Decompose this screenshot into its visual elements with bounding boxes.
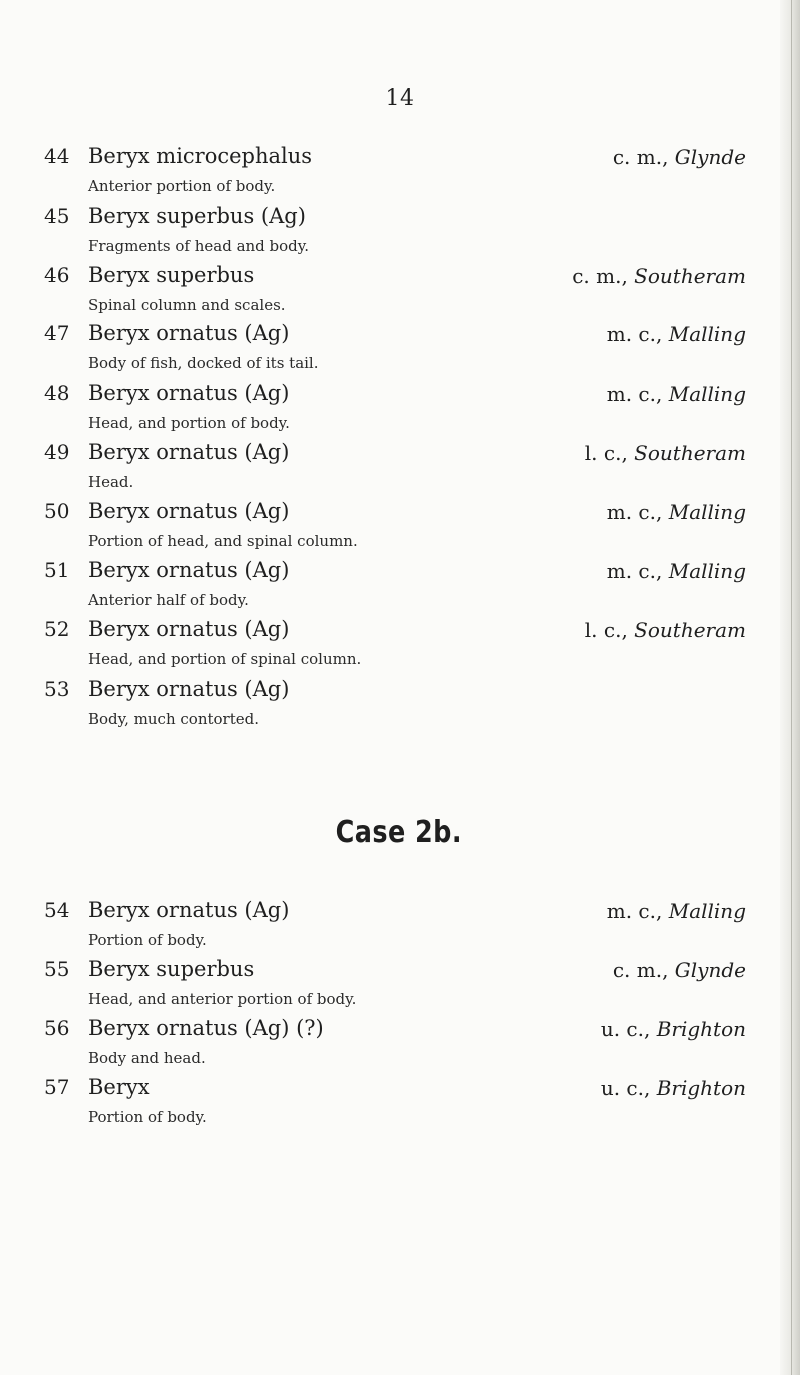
locality-place: Glynde — [674, 958, 746, 982]
entry-number: 45 — [44, 204, 70, 228]
page-edge-line — [791, 0, 792, 1375]
entry-description: Portion of body. — [88, 931, 207, 949]
catalogue-entry — [44, 440, 764, 500]
entry-title: Beryx ornatus (Ag) (?) — [88, 1016, 324, 1040]
locality-place: Glynde — [674, 145, 746, 169]
locality-prefix: u. c., — [600, 1076, 651, 1100]
entry-number: 49 — [44, 440, 70, 464]
entry-number: 55 — [44, 957, 70, 981]
entry-locality — [613, 145, 746, 169]
entry-locality — [601, 1017, 746, 1041]
entry-title: Beryx ornatus (Ag) — [88, 558, 290, 582]
entry-description: Body and head. — [88, 1049, 206, 1067]
catalogue-entry — [44, 499, 764, 559]
entry-title: Beryx ornatus (Ag) — [88, 898, 290, 922]
entry-title: Beryx ornatus (Ag) — [88, 321, 290, 345]
entry-title: Beryx superbus (Ag) — [88, 204, 306, 228]
locality-place: Malling — [668, 500, 746, 524]
locality-place: Brighton — [656, 1017, 746, 1041]
entry-title: Beryx ornatus (Ag) — [88, 381, 290, 405]
entry-number: 53 — [44, 677, 70, 701]
entry-description: Fragments of head and body. — [88, 237, 310, 255]
locality-prefix: l. c., — [584, 618, 628, 642]
entry-number: 46 — [44, 263, 70, 287]
entry-title: Beryx ornatus (Ag) — [88, 440, 290, 464]
entry-title: Beryx microcephalus — [88, 144, 313, 168]
catalogue-entry — [44, 381, 764, 441]
catalogue-entry — [44, 204, 764, 264]
entry-title: Beryx ornatus (Ag) — [88, 499, 290, 523]
locality-place: Malling — [668, 559, 746, 583]
entry-locality — [607, 382, 746, 406]
entry-locality — [607, 500, 746, 524]
entry-description: Head. — [88, 473, 134, 491]
locality-place: Southeram — [634, 441, 746, 465]
entry-number: 57 — [44, 1075, 70, 1099]
entry-number: 44 — [44, 144, 70, 168]
locality-prefix: m. c., — [606, 500, 663, 524]
locality-place: Southeram — [634, 264, 746, 288]
entry-number: 51 — [44, 558, 70, 582]
entry-description: Head, and anterior portion of body. — [88, 990, 357, 1008]
entry-locality — [613, 958, 746, 982]
catalogue-entry — [44, 263, 764, 323]
catalogue-entry — [44, 321, 764, 381]
entry-locality — [585, 618, 746, 642]
locality-prefix: c. m., — [612, 958, 669, 982]
entry-description: Portion of body. — [88, 1108, 207, 1126]
entry-description: Anterior portion of body. — [88, 177, 276, 195]
catalogue-entry — [44, 677, 764, 737]
catalogue-entry — [44, 1016, 764, 1076]
locality-prefix: c. m., — [612, 145, 669, 169]
catalogue-entry — [44, 957, 764, 1017]
entry-number: 47 — [44, 321, 70, 345]
locality-place: Southeram — [634, 618, 746, 642]
entry-title: Beryx superbus — [88, 263, 255, 287]
page-edge-shadow — [780, 0, 800, 1375]
entry-number: 56 — [44, 1016, 70, 1040]
entry-title: Beryx ornatus (Ag) — [88, 617, 290, 641]
locality-prefix: u. c., — [600, 1017, 651, 1041]
catalogue-entry — [44, 898, 764, 958]
locality-prefix: m. c., — [606, 382, 663, 406]
locality-prefix: m. c., — [606, 899, 663, 923]
page-number: 14 — [385, 86, 415, 111]
catalogue-entry — [44, 617, 764, 677]
locality-prefix: m. c., — [606, 559, 663, 583]
locality-prefix: c. m., — [572, 264, 628, 288]
entry-title: Beryx — [88, 1075, 150, 1099]
entry-locality — [607, 322, 746, 346]
entry-number: 52 — [44, 617, 70, 641]
entry-description: Head, and portion of body. — [88, 414, 290, 432]
entry-title: Beryx superbus — [88, 957, 255, 981]
locality-prefix: l. c., — [584, 441, 628, 465]
case-heading: Case 2b. — [335, 815, 462, 850]
entry-locality — [585, 441, 746, 465]
catalogue-entry — [44, 144, 764, 204]
entry-title: Beryx ornatus (Ag) — [88, 677, 290, 701]
entry-description: Portion of head, and spinal column. — [88, 532, 358, 550]
catalogue-entry — [44, 558, 764, 618]
entry-locality — [601, 1076, 746, 1100]
locality-place: Malling — [668, 322, 746, 346]
locality-place: Brighton — [656, 1076, 746, 1100]
locality-place: Malling — [668, 899, 746, 923]
entry-description: Spinal column and scales. — [88, 296, 286, 314]
entry-number: 48 — [44, 381, 70, 405]
entry-description: Body of fish, docked of its tail. — [88, 354, 319, 372]
entry-number: 50 — [44, 499, 70, 523]
locality-prefix: m. c., — [606, 322, 663, 346]
entry-locality — [607, 899, 746, 923]
entry-description: Body, much contorted. — [88, 710, 259, 728]
entry-number: 54 — [44, 898, 70, 922]
entry-locality — [572, 264, 746, 288]
entry-locality — [607, 559, 746, 583]
catalogue-entry — [44, 1075, 764, 1135]
entry-description: Head, and portion of spinal column. — [88, 650, 362, 668]
locality-place: Malling — [668, 382, 746, 406]
entry-description: Anterior half of body. — [88, 591, 249, 609]
